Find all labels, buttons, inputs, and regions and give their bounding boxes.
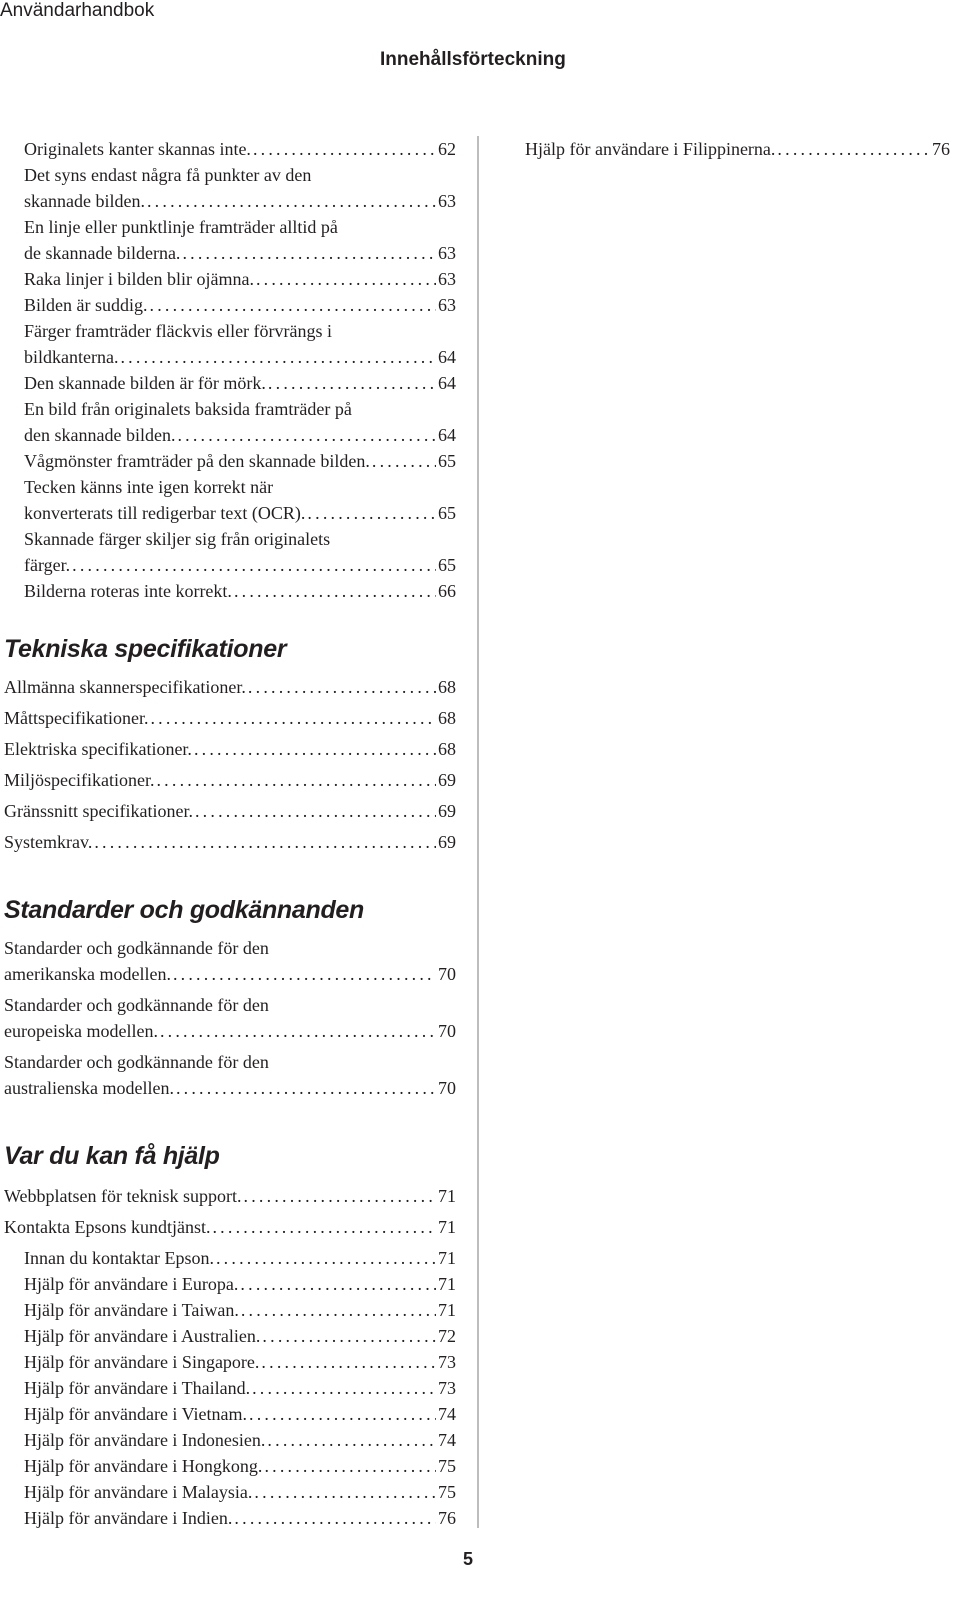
toc-entry-page: 71	[438, 1248, 456, 1268]
toc-entry-page: 74	[438, 1430, 456, 1450]
toc-entry-title-line: Standarder och godkännande för den	[4, 1052, 269, 1072]
toc-right-column	[525, 136, 950, 162]
dot-leader	[177, 422, 436, 448]
toc-entry[interactable]	[4, 829, 456, 855]
toc-entry-page: 64	[438, 347, 456, 367]
standards-list	[0, 935, 456, 1101]
toc-entry-title: Hjälp för användare i Malaysia.	[24, 1482, 253, 1502]
toc-entry[interactable]	[24, 526, 456, 578]
toc-entry-title: Hjälp för användare i Taiwan.	[24, 1300, 239, 1320]
toc-entry[interactable]	[24, 448, 456, 474]
toc-entry-title: Bilderna roteras inte korrekt.	[24, 581, 232, 601]
toc-entry-page: 73	[438, 1352, 456, 1372]
help-list	[0, 1183, 456, 1531]
dot-leader	[212, 1214, 436, 1240]
dot-leader	[249, 1401, 436, 1427]
dot-leader	[156, 767, 436, 793]
toc-entry-page: 68	[438, 708, 456, 728]
dot-leader	[777, 136, 930, 162]
toc-entry-page: 63	[438, 191, 456, 211]
toc-entry[interactable]	[24, 266, 456, 292]
toc-entry-title: australienska modellen.	[4, 1078, 174, 1098]
dot-leader	[234, 1505, 436, 1531]
toc-entry-page: 64	[438, 425, 456, 445]
toc-entry-page: 72	[438, 1326, 456, 1346]
toc-entry-title: Måttspecifikationer.	[4, 708, 149, 728]
toc-left-column	[0, 136, 456, 1531]
dot-leader	[372, 448, 436, 474]
toc-entry-title-line: Standarder och godkännande för den	[4, 995, 269, 1015]
toc-entry-title: Miljöspecifikationer.	[4, 770, 155, 790]
section-heading-technical[interactable]: Tekniska specifikationer	[4, 635, 287, 663]
toc-entry-title: Elektriska specifikationer.	[4, 739, 192, 759]
toc-entry-title-line: Standarder och godkännande för den	[4, 938, 269, 958]
toc-entry-page: 65	[438, 451, 456, 471]
toc-entry-title: Hjälp för användare i Indonesien.	[24, 1430, 266, 1450]
toc-entry[interactable]	[4, 705, 456, 731]
toc-subentry[interactable]	[24, 1349, 456, 1375]
toc-entry-title: Innan du kontaktar Epson.	[24, 1248, 214, 1268]
toc-entry-page: 71	[438, 1274, 456, 1294]
toc-subentry[interactable]	[24, 1375, 456, 1401]
dot-leader	[160, 1018, 436, 1044]
toc-entry[interactable]	[4, 674, 456, 700]
toc-subentry[interactable]	[24, 1245, 456, 1271]
toc-entry[interactable]	[24, 292, 456, 318]
toc-entry-title: de skannade bilderna.	[24, 243, 181, 263]
toc-entry-page: 66	[438, 581, 456, 601]
toc-entry-page: 75	[438, 1482, 456, 1502]
section-heading-standards[interactable]: Standarder och godkännanden	[4, 896, 365, 924]
dot-leader	[195, 798, 436, 824]
toc-entry[interactable]	[24, 136, 456, 162]
toc-entry-title: konverterats till redigerbar text (OCR).	[24, 503, 306, 523]
dot-leader	[150, 292, 437, 318]
toc-entry-page: 65	[438, 555, 456, 575]
toc-entry[interactable]	[4, 935, 456, 987]
toc-entry-title: färger.	[24, 555, 71, 575]
toc-entry[interactable]	[4, 992, 456, 1044]
page-number: 5	[463, 1549, 474, 1569]
dot-leader	[267, 1427, 436, 1453]
toc-entry-title: Den skannade bilden är för mörk.	[24, 373, 266, 393]
toc-entry[interactable]	[4, 736, 456, 762]
toc-subentry[interactable]	[24, 1297, 456, 1323]
dot-leader	[241, 1297, 436, 1323]
toc-entry-title: skannade bilden.	[24, 191, 145, 211]
toc-entry-page: 70	[438, 964, 456, 984]
toc-entry-page: 71	[438, 1300, 456, 1320]
dot-leader	[176, 1075, 436, 1101]
toc-entry-title: Hjälp för användare i Australien.	[24, 1326, 261, 1346]
toc-entry-title: Kontakta Epsons kundtjänst.	[4, 1217, 211, 1237]
toc-entry[interactable]	[4, 798, 456, 824]
toc-entry[interactable]	[4, 1214, 456, 1240]
dot-leader	[216, 1245, 436, 1271]
toc-entry-title: Vågmönster framträder på den skannade bilden.	[24, 451, 370, 471]
toc-entry-page: 69	[438, 832, 456, 852]
toc-entry[interactable]	[4, 767, 456, 793]
dot-leader	[72, 552, 436, 578]
section-heading-help[interactable]: Var du kan få hjälp	[4, 1142, 220, 1170]
toc-entry-page: 63	[438, 269, 456, 289]
toc-entry-title: Systemkrav.	[4, 832, 93, 852]
dot-leader	[120, 344, 436, 370]
toc-subentry[interactable]	[24, 1401, 456, 1427]
toc-entry[interactable]	[24, 474, 456, 526]
toc-entry-page: 64	[438, 373, 456, 393]
toc-subentry[interactable]	[24, 1479, 456, 1505]
toc-entry[interactable]	[24, 162, 456, 214]
toc-entry-title: Bilden är suddig.	[24, 295, 148, 315]
dot-leader	[240, 1271, 436, 1297]
toc-entry-title: Hjälp för användare i Filippinerna.	[525, 139, 776, 159]
toc-entry-page: 63	[438, 243, 456, 263]
dot-leader	[262, 1323, 436, 1349]
toc-entry[interactable]	[4, 1183, 456, 1209]
toc-entry-page: 63	[438, 295, 456, 315]
toc-subentry[interactable]	[525, 136, 950, 162]
toc-entry[interactable]	[24, 318, 456, 370]
toc-entry-page: 65	[438, 503, 456, 523]
toc-entry[interactable]	[24, 370, 456, 396]
dot-leader	[173, 961, 436, 987]
toc-entry-title: europeiska modellen.	[4, 1021, 158, 1041]
dot-leader	[94, 829, 436, 855]
toc-entry-title: Raka linjer i bilden blir ojämna.	[24, 269, 254, 289]
dot-leader	[150, 705, 436, 731]
toc-subentry[interactable]	[24, 1271, 456, 1297]
toc-entry[interactable]	[24, 396, 456, 448]
dot-leader	[261, 1349, 436, 1375]
toc-entry-title: Originalets kanter skannas inte.	[24, 139, 251, 159]
toc-entry-title: Hjälp för användare i Thailand.	[24, 1378, 251, 1398]
toc-entry-title: amerikanska modellen.	[4, 964, 171, 984]
toc-entry-page: 70	[438, 1021, 456, 1041]
dot-leader	[248, 674, 436, 700]
toc-entry-page: 68	[438, 739, 456, 759]
toc-entry-page: 76	[932, 139, 950, 159]
toc-entry-title-line: En linje eller punktlinje framträder alltid på	[24, 217, 338, 237]
column-divider	[477, 136, 479, 1528]
dot-leader	[234, 578, 436, 604]
toc-entry-title-line: Färger framträder fläckvis eller förvrängs i	[24, 321, 333, 341]
toc-entry-title-line: En bild från originalets baksida framträder på	[24, 399, 352, 419]
toc-entry-page: 70	[438, 1078, 456, 1098]
toc-entry-title: Hjälp för användare i Europa.	[24, 1274, 239, 1294]
toc-entry-page: 74	[438, 1404, 456, 1424]
troubleshooting-list	[0, 136, 456, 604]
dot-leader	[268, 370, 436, 396]
toc-entry-page: 68	[438, 677, 456, 697]
document-title: Användarhandbok	[0, 0, 155, 21]
toc-subentry[interactable]	[24, 1323, 456, 1349]
dot-leader	[307, 500, 436, 526]
page-heading: Innehållsförteckning	[380, 49, 566, 70]
dot-leader	[244, 1183, 436, 1209]
toc-entry[interactable]	[4, 1049, 456, 1101]
dot-leader	[147, 188, 436, 214]
dot-leader	[254, 1479, 436, 1505]
toc-entry-page: 71	[438, 1217, 456, 1237]
toc-entry-page: 62	[438, 139, 456, 159]
toc-entry-title-line: Skannade färger skiljer sig från originalets	[24, 529, 331, 549]
dot-leader	[253, 136, 436, 162]
dot-leader	[256, 266, 436, 292]
technical-list	[0, 674, 456, 855]
toc-entry-title-line: Det syns endast några få punkter av den	[24, 165, 312, 185]
dot-leader	[252, 1375, 436, 1401]
toc-entry-page: 71	[438, 1186, 456, 1206]
toc-entry-title: den skannade bilden.	[24, 425, 176, 445]
dot-leader	[194, 736, 436, 762]
toc-entry-title-line: Tecken känns inte igen korrekt när	[24, 477, 274, 497]
toc-entry-title: Gränssnitt specifikationer.	[4, 801, 193, 821]
toc-entry[interactable]	[24, 214, 456, 266]
toc-entry-title: Allmänna skannerspecifikationer.	[4, 677, 246, 697]
dot-leader	[182, 240, 436, 266]
toc-entry-title: Hjälp för användare i Singapore.	[24, 1352, 260, 1372]
toc-entry-title: Hjälp för användare i Vietnam.	[24, 1404, 248, 1424]
toc-subentry[interactable]	[24, 1427, 456, 1453]
toc-subentry[interactable]	[24, 1505, 456, 1531]
toc-entry-title: bildkanterna.	[24, 347, 119, 367]
toc-entry-page: 69	[438, 801, 456, 821]
toc-entry-page: 76	[438, 1508, 456, 1528]
toc-entry-page: 69	[438, 770, 456, 790]
dot-leader	[264, 1453, 436, 1479]
toc-entry-title: Webbplatsen för teknisk support.	[4, 1186, 242, 1206]
toc-subentry[interactable]	[24, 1453, 456, 1479]
toc-entry-title: Hjälp för användare i Indien.	[24, 1508, 233, 1528]
toc-entry-page: 75	[438, 1456, 456, 1476]
toc-entry[interactable]	[24, 578, 456, 604]
toc-entry-page: 73	[438, 1378, 456, 1398]
toc-entry-title: Hjälp för användare i Hongkong.	[24, 1456, 263, 1476]
